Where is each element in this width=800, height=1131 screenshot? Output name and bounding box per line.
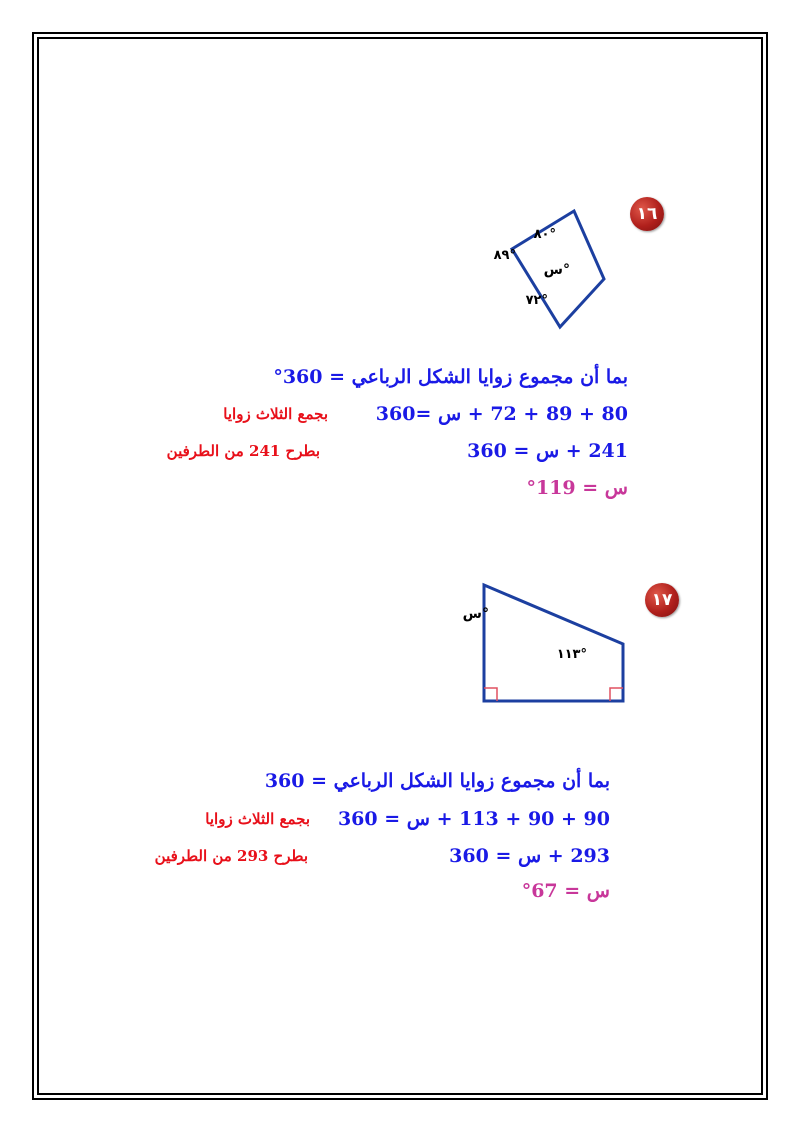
p17-line-4: س = 67°	[521, 880, 610, 902]
trapezoid-shape	[484, 585, 623, 701]
right-angle-mark-right	[610, 688, 623, 701]
angle-label-left: °٨٩	[493, 248, 516, 263]
problem-17-figure	[462, 578, 635, 708]
angle-label-top: °٨٠	[533, 227, 556, 242]
angle-label-top: °س	[462, 606, 489, 622]
right-angle-mark-left	[484, 688, 497, 701]
p16-line-3: 241 + س = 360	[467, 440, 628, 462]
problem-17-badge: ١٧	[645, 583, 679, 617]
problem-16-badge: ١٦	[630, 197, 664, 231]
angle-label-bottom: °٧٢	[525, 293, 548, 308]
p17-line-1: بما أن مجموع زوايا الشكل الرباعي = 360	[264, 770, 610, 792]
p17-line-3: 293 + س = 360	[449, 845, 610, 867]
p16-line-1: بما أن مجموع زوايا الشكل الرباعي = 360°	[273, 366, 628, 388]
p16-note-1: بجمع الثلاث زوايا	[223, 405, 328, 423]
p16-note-2: بطرح 241 من الطرفين	[166, 442, 320, 460]
angle-label-right: °١١٣	[556, 647, 587, 662]
p16-line-4: س = 119°	[526, 477, 628, 499]
p17-note-2: بطرح 293 من الطرفين	[154, 847, 308, 865]
p17-note-1: بجمع الثلاث زوايا	[205, 810, 310, 828]
p16-line-2: 80 + 89 + 72 + س =360	[375, 403, 628, 425]
angle-label-right: °س	[543, 262, 570, 278]
p17-line-2: 90 + 90 + 113 + س = 360	[337, 808, 610, 830]
problem-16-figure	[493, 200, 620, 340]
page-border-inner	[37, 37, 763, 1095]
